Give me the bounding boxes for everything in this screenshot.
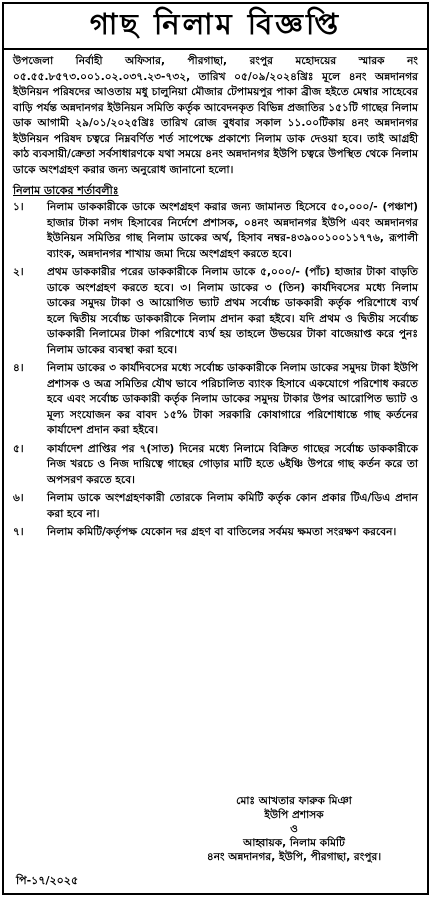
condition-text: নিলাম ডাককারীকে ডাকে অংশগ্রহণ করার জন্য জামানত হিসেবে ৫০,০০০/- (পঞ্চাশ) হাজার টাকা নগদ হিসাবের নির্দেশে প্রশাসক, ০৪নং অন্নদানগর ইউপি এবং অন্নদানগর ইউনিয়ন সমিতির গাছ নিলাম ডাকের অর্থ, হিসাব নম্বর-৪৩৯০০১০০১১৭৭৬, রূপালী ব্যাংক, অন্নদানগর শাখায় জমা দিয়ে অংশগ্রহণ করতে হবে। bbox=[47, 201, 418, 260]
condition-number: ৪। bbox=[13, 362, 24, 374]
notice-frame bbox=[2, 2, 429, 895]
signature-block bbox=[174, 794, 414, 864]
condition-number: ১। bbox=[13, 201, 24, 213]
conditions-list bbox=[4, 198, 427, 541]
condition-item bbox=[13, 200, 418, 262]
condition-item bbox=[13, 525, 418, 541]
condition-text: নিলাম ডাকের ৩ কার্যদিবসের মধ্যে সর্বোচ্চ ডাককারীকে নিলাম ডাকের সমুদয় টাকা ইউপি প্রশাসক ও অত্র সমিতির যৌথ ভাবে পরিচালিত ব্যাংক হিসাবে একযোগে পরিশোধ করতে হবে এবং সর্বোচ্চ ডাককারী কর্তৃক নিলাম ডাকের সমুদয় টাকার উপর আরোপিত ভ্যাট ও মূল্য সংযোজন কর বাবদ ১৫% টাকা সরকারি কোষাগারে পরিশোধান্তে গাছ কর্তনের কার্যাদেশ প্রদান করা হইবে। bbox=[47, 362, 418, 436]
signatory-role: ইউপি প্রশাসক bbox=[264, 809, 324, 821]
signatory-role-2: আহ্বায়ক, নিলাম কমিটি bbox=[243, 837, 345, 849]
condition-text: প্রথম ডাককারীর পরের ডাককারীকে নিলাম ডাকে ৫,০০০/- (পাঁচ) হাজার টাকা বাড়তি ডাকে অংশগ্রহণ করতে হবে। ৩। নিলাম ডাকের ৩ (তিন) কার্যদিবসের মধ্যে নিলাম ডাকের সমুদয় টাকা ও আয়োগিত ভ্যাট প্রথম সর্বোচ্চ ডাককারী কর্তৃক পরিশোধে ব্যর্থ হলে দ্বিতীয় সর্বোচ্চ ডাককারীকে নিলাম প্রদান করা হইবে। যদি প্রথম ও দ্বিতীয় সর্বোচ্চ ডাককারী নিলামের টাকা পরিশোধে ব্যর্থ হয় তাহলে উভয়ের টাকা বাজেয়াপ্ত করে পুনঃ নিলাম ডাকের ব্যবস্থা করা হবে। bbox=[47, 266, 418, 356]
condition-text: কার্যাদেশ প্রাপ্তির পর ৭(সাত) দিনের মধ্যে নিলামে বিক্রিত গাছের সর্বোচ্চ ডাককারীকে নিজ খরচে ও নিজ দায়িত্বে গাছের গোড়ার মাটি হতে ৬ইঞ্চি উপরে গাছ কর্তন করে তা অপসরণ করতে হবে। bbox=[47, 442, 418, 486]
condition-item bbox=[13, 361, 418, 439]
reference-number: পি-১৭/২০২৫ bbox=[16, 874, 79, 887]
condition-item bbox=[13, 442, 418, 489]
condition-number: ২। bbox=[13, 266, 24, 278]
signatory-office: ৪নং অন্নদানগর, ইউপি, পীরগাছা, রংপুর। bbox=[206, 851, 382, 863]
condition-item bbox=[13, 265, 418, 358]
condition-text: নিলাম কমিটি/কর্তৃপক্ষ যেকোন দর গ্রহণ বা বাতিলের সর্বময় ক্ষমতা সংরক্ষণ করবেন। bbox=[47, 526, 397, 538]
condition-number: ৭। bbox=[13, 526, 24, 538]
condition-text: নিলাম ডাকে অংশগ্রহণকারী তোরকে নিলাম কমিটি কর্তৃক কোন প্রকার টিএ/ডিএ প্রদান করা হবে না। bbox=[47, 492, 418, 520]
condition-item bbox=[13, 491, 418, 522]
conditions-heading: নিলাম ডাকের শর্তাবলীঃ bbox=[13, 184, 119, 197]
condition-number: ৫। bbox=[13, 442, 24, 455]
signatory-name: মোঃ আখতার ফারুক মিঞা bbox=[236, 795, 352, 807]
condition-number: ৬। bbox=[13, 492, 24, 504]
notice-intro: উপজেলা নির্বাহী অফিসার, পীরগাছা, রংপুর মহোদয়ের স্মারক নং ০৫.৫৫.৮৫৭৩.০০১.০২.০৩৭.২৩-৭৩২, তারিখ ০৫/০৯/২০২৪খ্রিঃ মূলে ৪নং অন্নদানগর ইউনিয়ন পরিষদের আওতায় মধু চালুনিয়া মৌজার টেপাময়পুর পাকা ব্রীজ হইতে মেম্বার সাহেবের বাড়ি পর্যন্ত অন্নদানগর ইউনিয়ন সমিতি কর্তৃক আবেদনকৃত বিভিন্ন প্রজাতির ১৫১টি গাছের নিলাম ডাক আগামী ২৯/০১/২০২৫খ্রিঃ তারিখ রোজ বুধবার সকাল ১১.০০টিকায় ৪নং অন্নদানগর ইউনিয়ন পরিষদ চত্বরে নিম্নবর্ণিত শর্ত সাপেক্ষে প্রকাশ্যে নিলাম ডাক দেওয়া হবে। তাই আগ্রহী কাঠ ব্যবসায়ী/ক্রেতা সর্বসাধারণকে যথা সময়ে ৪নং অন্নদানগর ইউপি চত্বরে উপস্থিত থেকে নিলাম ডাকে অংশগ্রহণ করার জন্য অনুরোধ জানানো হলো। bbox=[13, 55, 418, 176]
notice-title: গাছ নিলাম বিজ্ঞপ্তি bbox=[4, 4, 427, 50]
signatory-and: ও bbox=[290, 823, 298, 835]
